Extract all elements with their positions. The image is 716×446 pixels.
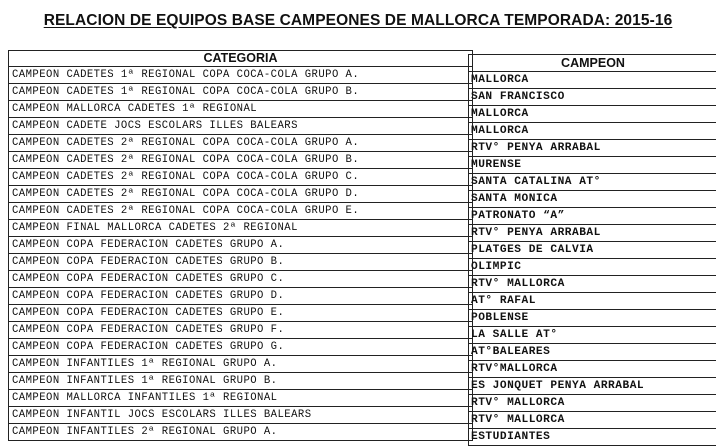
categoria-cell: CAMPEON INFANTILES 1ª REGIONAL GRUPO B.	[9, 373, 472, 390]
campeon-cell: ESTUDIANTES	[469, 429, 716, 446]
categoria-cell: CAMPEON CADETES 1ª REGIONAL COPA COCA-COLA GRUPO B.	[9, 84, 472, 101]
campeon-cell: SANTA CATALINA AT°	[469, 174, 716, 191]
campeon-cell: ES JONQUET PENYA ARRABAL	[469, 378, 716, 395]
categoria-cell: CAMPEON COPA FEDERACION CADETES GRUPO D.	[9, 288, 472, 305]
campeon-cell: SAN FRANCISCO	[469, 89, 716, 106]
categoria-cell: CAMPEON INFANTILES 1ª REGIONAL GRUPO A.	[9, 356, 472, 373]
categoria-cell: CAMPEON MALLORCA INFANTILES 1ª REGIONAL	[9, 390, 472, 407]
campeon-cell: SANTA MONICA	[469, 191, 716, 208]
categoria-cell: CAMPEON CADETE JOCS ESCOLARS ILLES BALEARS	[9, 118, 472, 135]
campeon-cell: RTV° PENYA ARRABAL	[469, 140, 716, 157]
champions-table	[8, 50, 716, 443]
categoria-cell: CAMPEON MALLORCA CADETES 1ª REGIONAL	[9, 101, 472, 118]
campeon-cell: RTV° MALLORCA	[469, 412, 716, 429]
categoria-cell: CAMPEON CADETES 2ª REGIONAL COPA COCA-COLA GRUPO B.	[9, 152, 472, 169]
categoria-cell: CAMPEON CADETES 2ª REGIONAL COPA COCA-COLA GRUPO A.	[9, 135, 472, 152]
categoria-cell: CAMPEON CADETES 2ª REGIONAL COPA COCA-COLA GRUPO E.	[9, 203, 472, 220]
categoria-cell: CAMPEON INFANTILES 2ª REGIONAL GRUPO A.	[9, 424, 472, 441]
categoria-cell: CAMPEON COPA FEDERACION CADETES GRUPO F.	[9, 322, 472, 339]
campeon-column	[468, 54, 716, 446]
campeon-cell: PLATGES DE CALVIA	[469, 242, 716, 259]
document-title-text: RELACION DE EQUIPOS BASE CAMPEONES DE MALLORCA TEMPORADA: 2015-16	[43, 12, 673, 29]
categoria-cell: CAMPEON COPA FEDERACION CADETES GRUPO G.	[9, 339, 472, 356]
campeon-cell: RTV° MALLORCA	[469, 395, 716, 412]
campeon-cell: POBLENSE	[469, 310, 716, 327]
campeon-cell: MALLORCA	[469, 123, 716, 140]
campeon-cell: RTV°MALLORCA	[469, 361, 716, 378]
campeon-rows	[469, 72, 716, 446]
categoria-cell: CAMPEON INFANTIL JOCS ESCOLARS ILLES BALEARS	[9, 407, 472, 424]
categoria-cell: CAMPEON FINAL MALLORCA CADETES 2ª REGIONAL	[9, 220, 472, 237]
document-title	[0, 12, 716, 30]
categoria-cell: CAMPEON CADETES 2ª REGIONAL COPA COCA-COLA GRUPO C.	[9, 169, 472, 186]
campeon-cell: RTV° MALLORCA	[469, 276, 716, 293]
categoria-cell: CAMPEON CADETES 1ª REGIONAL COPA COCA-COLA GRUPO A.	[9, 67, 472, 84]
campeon-cell: MURENSE	[469, 157, 716, 174]
categoria-cell: CAMPEON COPA FEDERACION CADETES GRUPO E.	[9, 305, 472, 322]
campeon-cell: MALLORCA	[469, 106, 716, 123]
campeon-cell: AT°BALEARES	[469, 344, 716, 361]
campeon-cell: RTV° PENYA ARRABAL	[469, 225, 716, 242]
campeon-cell: OLIMPIC	[469, 259, 716, 276]
campeon-cell: AT° RAFAL	[469, 293, 716, 310]
categoria-header: CATEGORIA	[9, 51, 472, 67]
campeon-cell: PATRONATO “A”	[469, 208, 716, 225]
categoria-column	[8, 50, 473, 441]
categoria-cell: CAMPEON COPA FEDERACION CADETES GRUPO C.	[9, 271, 472, 288]
categoria-rows	[9, 67, 472, 441]
categoria-cell: CAMPEON COPA FEDERACION CADETES GRUPO A.	[9, 237, 472, 254]
categoria-cell: CAMPEON CADETES 2ª REGIONAL COPA COCA-COLA GRUPO D.	[9, 186, 472, 203]
campeon-header: CAMPEON	[469, 55, 716, 72]
campeon-cell: MALLORCA	[469, 72, 716, 89]
campeon-cell: LA SALLE AT°	[469, 327, 716, 344]
categoria-cell: CAMPEON COPA FEDERACION CADETES GRUPO B.	[9, 254, 472, 271]
